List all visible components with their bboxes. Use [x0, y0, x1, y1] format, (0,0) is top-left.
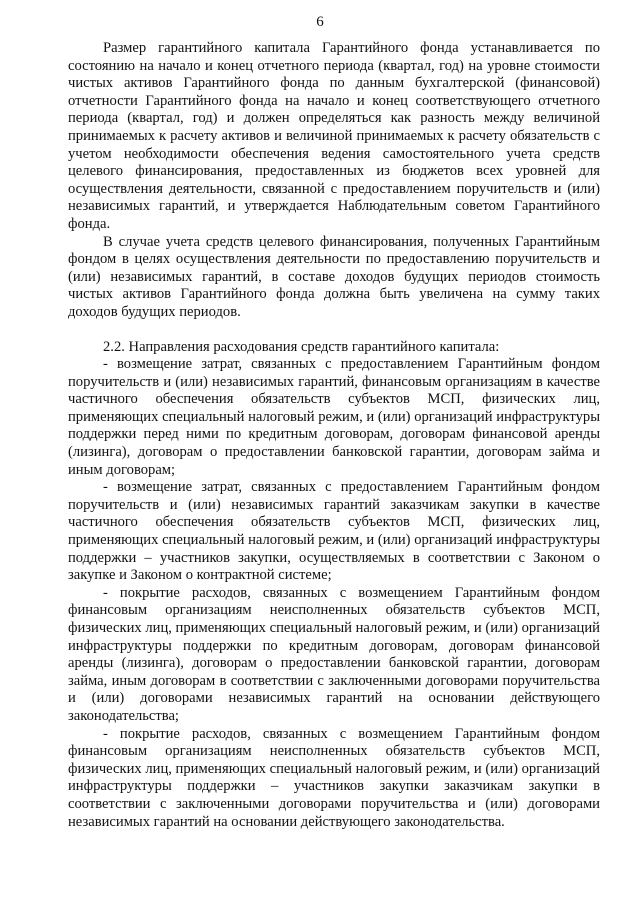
paragraph-spacer [68, 322, 600, 339]
paragraph-target-financing: В случае учета средств целевого финансирования, полученных Гарантийным фондом в целях осуществления деятельности по предоставлению поручительств и (или) независимых гарантий, в составе доходов будущих периодов стоимость чистых активов Гарантийного фонда должна быть увеличена на сумму таких доходов будущих периодов. [68, 233, 600, 320]
list-item: - покрытие расходов, связанных с возмещением Гарантийным фондом финансовым организациям неисполненных обязательств субъектов МСП, физических лиц, применяющих специальный налоговый режим, и (или) организаций инфраструктуры поддержки – участников закупки заказчикам закупки в соответствии с заключенными договорами поручительства и (или) договорами независимых гарантий на основании действующего законодательства. [68, 725, 600, 830]
document-body [68, 40, 600, 831]
list-item: - возмещение затрат, связанных с предоставлением Гарантийным фондом поручительств и (или) независимых гарантий заказчикам закупки в качестве частичного обеспечения обязательств субъектов МСП, физических лиц, применяющих специальный налоговый режим, и (или) организаций инфраструктуры поддержки – участников закупки, осуществляемых в соответствии с Законом о закупке и Законом о контрактной системе; [68, 479, 600, 584]
list-item: - возмещение затрат, связанных с предоставлением Гарантийным фондом поручительств и (или) независимых гарантий, финансовым организациям в качестве частичного обеспечения обязательств субъектов МСП, физических лиц, применяющих специальный налоговый режим, и (или) организаций инфраструктуры поддержки перед ними по кредитным договорам, договорам финансовой аренды (лизинга), договорам о предоставлении банковской гарантии, договорам займа и иным договорам; [68, 356, 600, 478]
section-heading: 2.2. Направления расходования средств гарантийного капитала: [103, 338, 500, 355]
paragraph-guarantee-capital-size: Размер гарантийного капитала Гарантийного фонда устанавливается по состоянию на начало и конец отчетного периода (квартал, год) на уровне стоимости чистых активов Гарантийного фонда по данным бухгалтерской (финансовой) отчетности Гарантийного фонда на начало и конец соответствующего отчетного периода (квартал, год) и должен определяться как разность между величиной принимаемых к расчету активов и величиной принимаемых к расчету обязательств с учетом необходимости обеспечения ведения самостоятельного учета средств целевого финансирования, предоставленных из бюджетов всех уровней для осуществления деятельности, связанной с предоставлением поручительств и (или) независимых гарантий, и утверждается Наблюдательным советом Гарантийного фонда. [68, 40, 600, 232]
page-number: 6 [316, 14, 324, 30]
list-item: - покрытие расходов, связанных с возмещением Гарантийным фондом финансовым организациям неисполненных обязательств субъектов МСП, физических лиц, применяющих специальный налоговый режим, и (или) организаций инфраструктуры поддержки по кредитным договорам, договорам финансовой аренды (лизинга), договорам о предоставлении банковской гарантии, договорам займа, иным договорам в соответствии с заключенными договорами поручительства и (или) договорами независимых гарантий на основании действующего законодательства; [68, 584, 600, 724]
